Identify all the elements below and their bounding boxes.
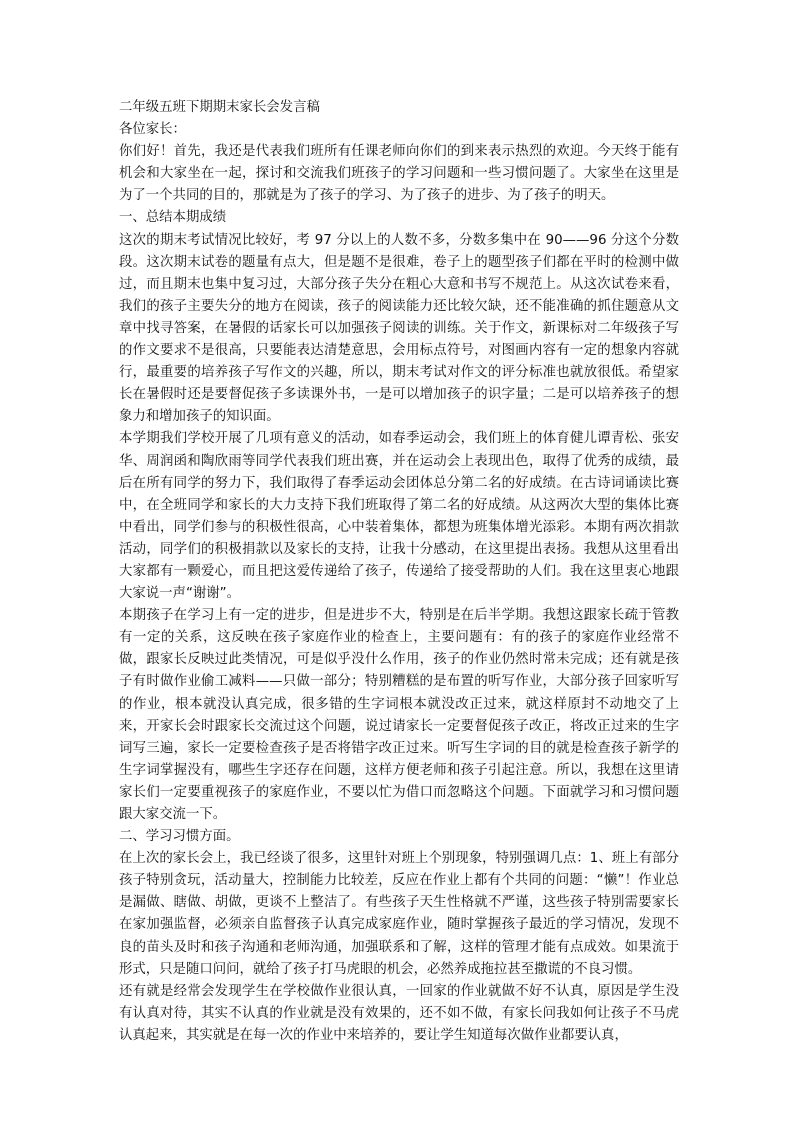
salutation: 各位家长：: [119, 122, 186, 138]
intro-paragraph: 你们好！首先，我还是代表我们班所有任课老师向你们的到来表示热烈的欢迎。今天终于能有机会和大家坐在一起，探讨和交流我们班孩子的学习问题和一些习惯问题了。大家坐在这里是为了一个共同的目的，那就是为了孩子的学习、为了孩子的进步、为了孩子的明天。: [119, 144, 679, 204]
section-heading-habits: 二、学习习惯方面。: [119, 829, 240, 845]
exam-results-paragraph: 这次的期末考试情况比较好，考 97 分以上的人数不多，分数多集中在 90——96 分这个分数段。这次期末试卷的题量有点大，但是题不是很难，卷子上的题型孩子们都在平时的检测中做过，而且期末也集中复习过，大部分孩子失分在粗心大意和书写不规范上。从这次试卷来看，我们的孩子主要失分的地方在阅读，孩子的阅读能力还比较欠缺，还不能准确的抓住题意从文章中找寻答案，在暑假的话家长可以加强孩子阅读的训练。关于作文，新课标对二年级孩子写的作文要求不是很高，只要能表达清楚意思，会用标点符号，对图画内容有一定的想象内容就行，最重要的培养孩子写作文的兴趣，所以，期末考试对作文的评分标准也就放很低。希望家长在暑假时还是要督促孩子多读课外书，一是可以增加孩子的识字量；二是可以培养孩子的想象力和增加孩子的知识面。: [119, 232, 679, 425]
document-page: [119, 97, 679, 1047]
section-heading-summary: 一、总结本期成绩: [119, 210, 227, 226]
activities-paragraph: 本学期我们学校开展了几项有意义的活动，如春季运动会，我们班上的体育健儿谭青松、张安华、周润函和陶欣雨等同学代表我们班出赛，并在运动会上表现出色，取得了优秀的成绩，最后在所有同学的努力下，我们取得了春季运动会团体总分第二名的好成绩。在古诗词诵读比赛中，在全班同学和家长的大力支持下我们班取得了第二名的好成绩。从这两次大型的集体比赛中看出，同学们参与的积极性很高，心中装着集体，都想为班集体增光添彩。本期有两次捐款活动，同学们的积极捐款以及家长的支持，让我十分感动，在这里提出表扬。我想从这里看出大家都有一颗爱心，而且把这爱传递给了孩子，传递给了接受帮助的人们。我在这里衷心地跟大家说一声“谢谢”。: [119, 431, 679, 602]
document-title: 二年级五班下期期末家长会发言稿: [119, 100, 320, 115]
homework-attitude-paragraph: 还有就是经常会发现学生在学校做作业很认真，一回家的作业就做不好不认真，原因是学生没有认真对待，其实不认真的作业就是没有效果的，还不如不做，有家长问我如何让孩子不马虎认真起来，其实就是在每一次的作业中来培养的，要让学生知道每次做作业都要认真，: [119, 983, 679, 1043]
homework-paragraph: 本期孩子在学习上有一定的进步，但是进步不大，特别是在后半学期。我想这跟家长疏于管教有一定的关系，这反映在孩子家庭作业的检查上，主要问题有：有的孩子的家庭作业经常不做，跟家长反映过此类情况，可是似乎没什么作用，孩子的作业仍然时常未完成；还有就是孩子有时做作业偷工减料——只做一部分；特别糟糕的是布置的听写作业，大部分孩子回家听写的作业，根本就没认真完成，很多错的生字词根本就没改正过来，就这样原封不动地交了上来，开家长会时跟家长交流过这个问题，说过请家长一定要督促孩子改正，将改正过来的生字词写三遍，家长一定要检查孩子是否将错字改正过来。听写生字词的目的就是检查孩子新学的生字词掌握没有，哪些生字还存在问题，这样方便老师和孩子引起注意。所以，我想在这里请家长们一定要重视孩子的家庭作业，不要以忙为借口而忽略这个问题。下面就学习和习惯问题跟大家交流一下。: [119, 608, 679, 822]
habits-paragraph: 在上次的家长会上，我已经谈了很多，这里针对班上个别现象，特别强调几点：1、班上有部分孩子特别贪玩，活动量大，控制能力比较差，反应在作业上都有个共同的问题：“懒”！作业总是漏做、瞎做、胡做，更谈不上整洁了。有些孩子天生性格就不严谨，这些孩子特别需要家长在家加强监督，必须亲自监督孩子认真完成家庭作业，随时掌握孩子最近的学习情况，发现不良的苗头及时和孩子沟通和老师沟通，加强联系和了解，这样的管理才能有点成效。如果流于形式，只是随口问问，就给了孩子打马虎眼的机会，必然养成拖拉甚至撒谎的不良习惯。: [119, 851, 679, 977]
